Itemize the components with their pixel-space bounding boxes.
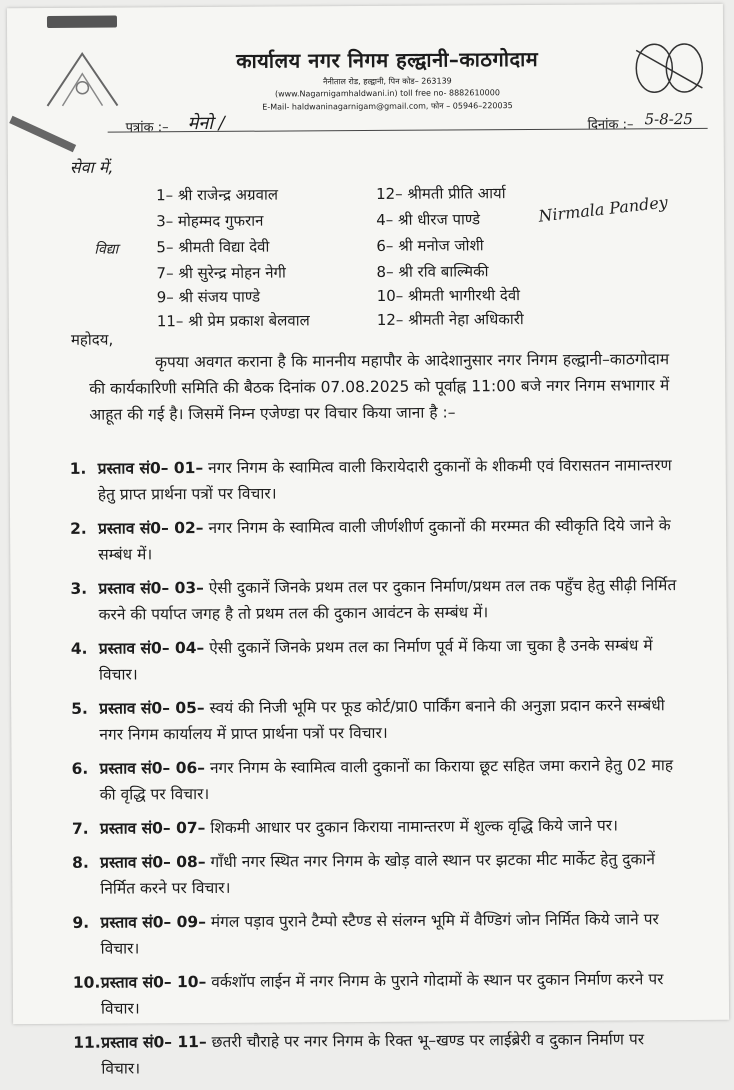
agenda-item: 8. प्रस्ताव सं0– 08– गाँधी नगर स्थित नगर निगम के खोड़ वाले स्थान पर झटका मीट मार्केट हेतु दुकानें निर्मित करने पर विचार। (72, 850, 656, 898)
salutation: महोदय, (70, 330, 114, 349)
binder-clip-shadow (9, 116, 76, 152)
office-website: (www.Nagarnigamhaldwani.in) toll free no- 8882610000 (274, 88, 500, 99)
signature-nirmala: Nirmala Pandey (537, 192, 669, 226)
official-seal-icon (624, 40, 714, 101)
intro-paragraph: कृपया अवगत कराना है कि माननीय महापौर के आदेशानुसार नगर निगम हल्द्वानी–काठगोदाम की कार्यकारिणी समिति की बैठक दिनांक 07.08.2025 को पूर्वाह्न 11:00 बजे नगर निगम सभागार में आहूत की गई है। जिसमें निम्न एजेण्डा पर विचार किया जाना है :– (89, 350, 670, 424)
letter-page (7, 4, 729, 1078)
agenda-item: 1. प्रस्ताव सं0– 01– नगर निगम के स्वामित्व वाली किरायेदारी दुकानों के शीकमी एवं विरासतन नामान्तरण हेतु प्राप्त प्रार्थना पत्रों पर विचार। (69, 456, 672, 504)
addressee-label: सेवा में, (69, 157, 114, 177)
member-left: 11– श्री प्रेम प्रकाश बेलवाल (156, 311, 310, 331)
signature-vidya: विद्या (94, 241, 119, 258)
office-title: कार्यालय नगर निगम हल्द्वानी–काठगोदाम (236, 46, 539, 73)
member-right: 6– श्री मनोज जोशी (376, 236, 484, 255)
agenda-item: 9. प्रस्ताव सं0– 09– मंगल पड़ाव पुराने टैम्पो स्टैण्ड से संलग्न भूमि में वैण्डिगं जोन निर्मित किये जाने पर विचार। (72, 910, 659, 958)
member-right: 4– श्री धीरज पाण्डे (376, 210, 481, 229)
agenda-item: 3. प्रस्ताव सं0– 03– ऐसी दुकानें जिनके प्रथम तल पर दुकान निर्माण/प्रथम तल तक पहुँच हेतु सीढ़ी निर्मित करने की पर्याप्त जगह है तो प्रथम तल की दुकान आवंटन के सम्बंध में। (70, 576, 677, 624)
member-left: 7– श्री सुरेन्द्र मोहन नेगी (156, 263, 286, 283)
agenda-item: 10. प्रस्ताव सं0– 10– वर्कशॉप लाईन में नगर निगम के पुराने गोदामों के स्थान पर दुकान निर्माण करने पर विचार। (72, 970, 664, 1018)
agenda-item: 7. प्रस्ताव सं0– 07– शिकमी आधार पर दुकान किराया नामान्तरण में शुल्क वृद्धि किये जाने पर। (71, 816, 619, 838)
ref-number-handwritten: मेनो / (187, 112, 225, 135)
agenda-list (69, 452, 682, 1090)
agenda-item: 6. प्रस्ताव सं0– 06– नगर निगम के स्वामित्व वाली दुकानों का किराया छूट सहित जमा कराने हेतु 02 माह की वृद्धि पर विचार। (71, 756, 674, 804)
agenda-item: 5. प्रस्ताव सं0– 05– स्वयं की निजी भूमि पर फूड कोर्ट/प्रा0 पार्किंग बनाने की अनुज्ञा प्रदान करने सम्बंधी नगर निगम कार्यालय में प्राप्त प्रार्थना पत्रों पर विचार। (71, 696, 665, 744)
member-left: 3– मोहम्मद गुफरान (156, 211, 264, 231)
agenda-item: 2. प्रस्ताव सं0– 02– नगर निगम के स्वामित्व वाली जीर्णशीर्ण दुकानों की मरम्मत की स्वीकृति दिये जाने के सम्बंध में। (70, 516, 671, 564)
office-email: E-Mail- haldwaninagarnigam@gmail.com, फोन – 05946–220035 (262, 101, 513, 112)
member-left: 5– श्रीमती विद्या देवी (156, 237, 270, 257)
agenda-item: 11. प्रस्ताव सं0– 11– छतरी चौराहे पर नगर निगम के रिक्त भू–खण्ड पर लाईब्रेरी व दुकान निर्माण पर विचार। (73, 1030, 645, 1078)
office-address: नैनीताल रोड, हल्द्वानी, पिन कोड– 263139 (322, 76, 452, 87)
member-right: 8– श्री रवि बाल्मिकी (376, 262, 489, 281)
member-right: 12– श्रीमती प्रीति आर्या (375, 184, 506, 203)
member-left: 9– श्री संजय पाण्डे (156, 287, 261, 307)
member-right: 10– श्रीमती भागीरथी देवी (376, 286, 521, 305)
letterhead (207, 45, 567, 113)
ref-label: पत्रांक :– (125, 120, 169, 136)
municipal-logo-icon (37, 45, 127, 116)
agenda-item: 4. प्रस्ताव सं0– 04– ऐसी दुकानें जिनके प्रथम तल का निर्माण पूर्व में किया जा चुका है उनके सम्बंध में विचार। (70, 636, 653, 684)
member-right: 12– श्रीमती नेहा अधिकारी (376, 310, 524, 329)
binder-clip (47, 16, 117, 28)
date-handwritten: 5-8-25 (644, 110, 693, 129)
member-left: 1– श्री राजेन्द्र अग्रवाल (155, 185, 279, 205)
date-label: दिनांक :– (587, 117, 634, 133)
